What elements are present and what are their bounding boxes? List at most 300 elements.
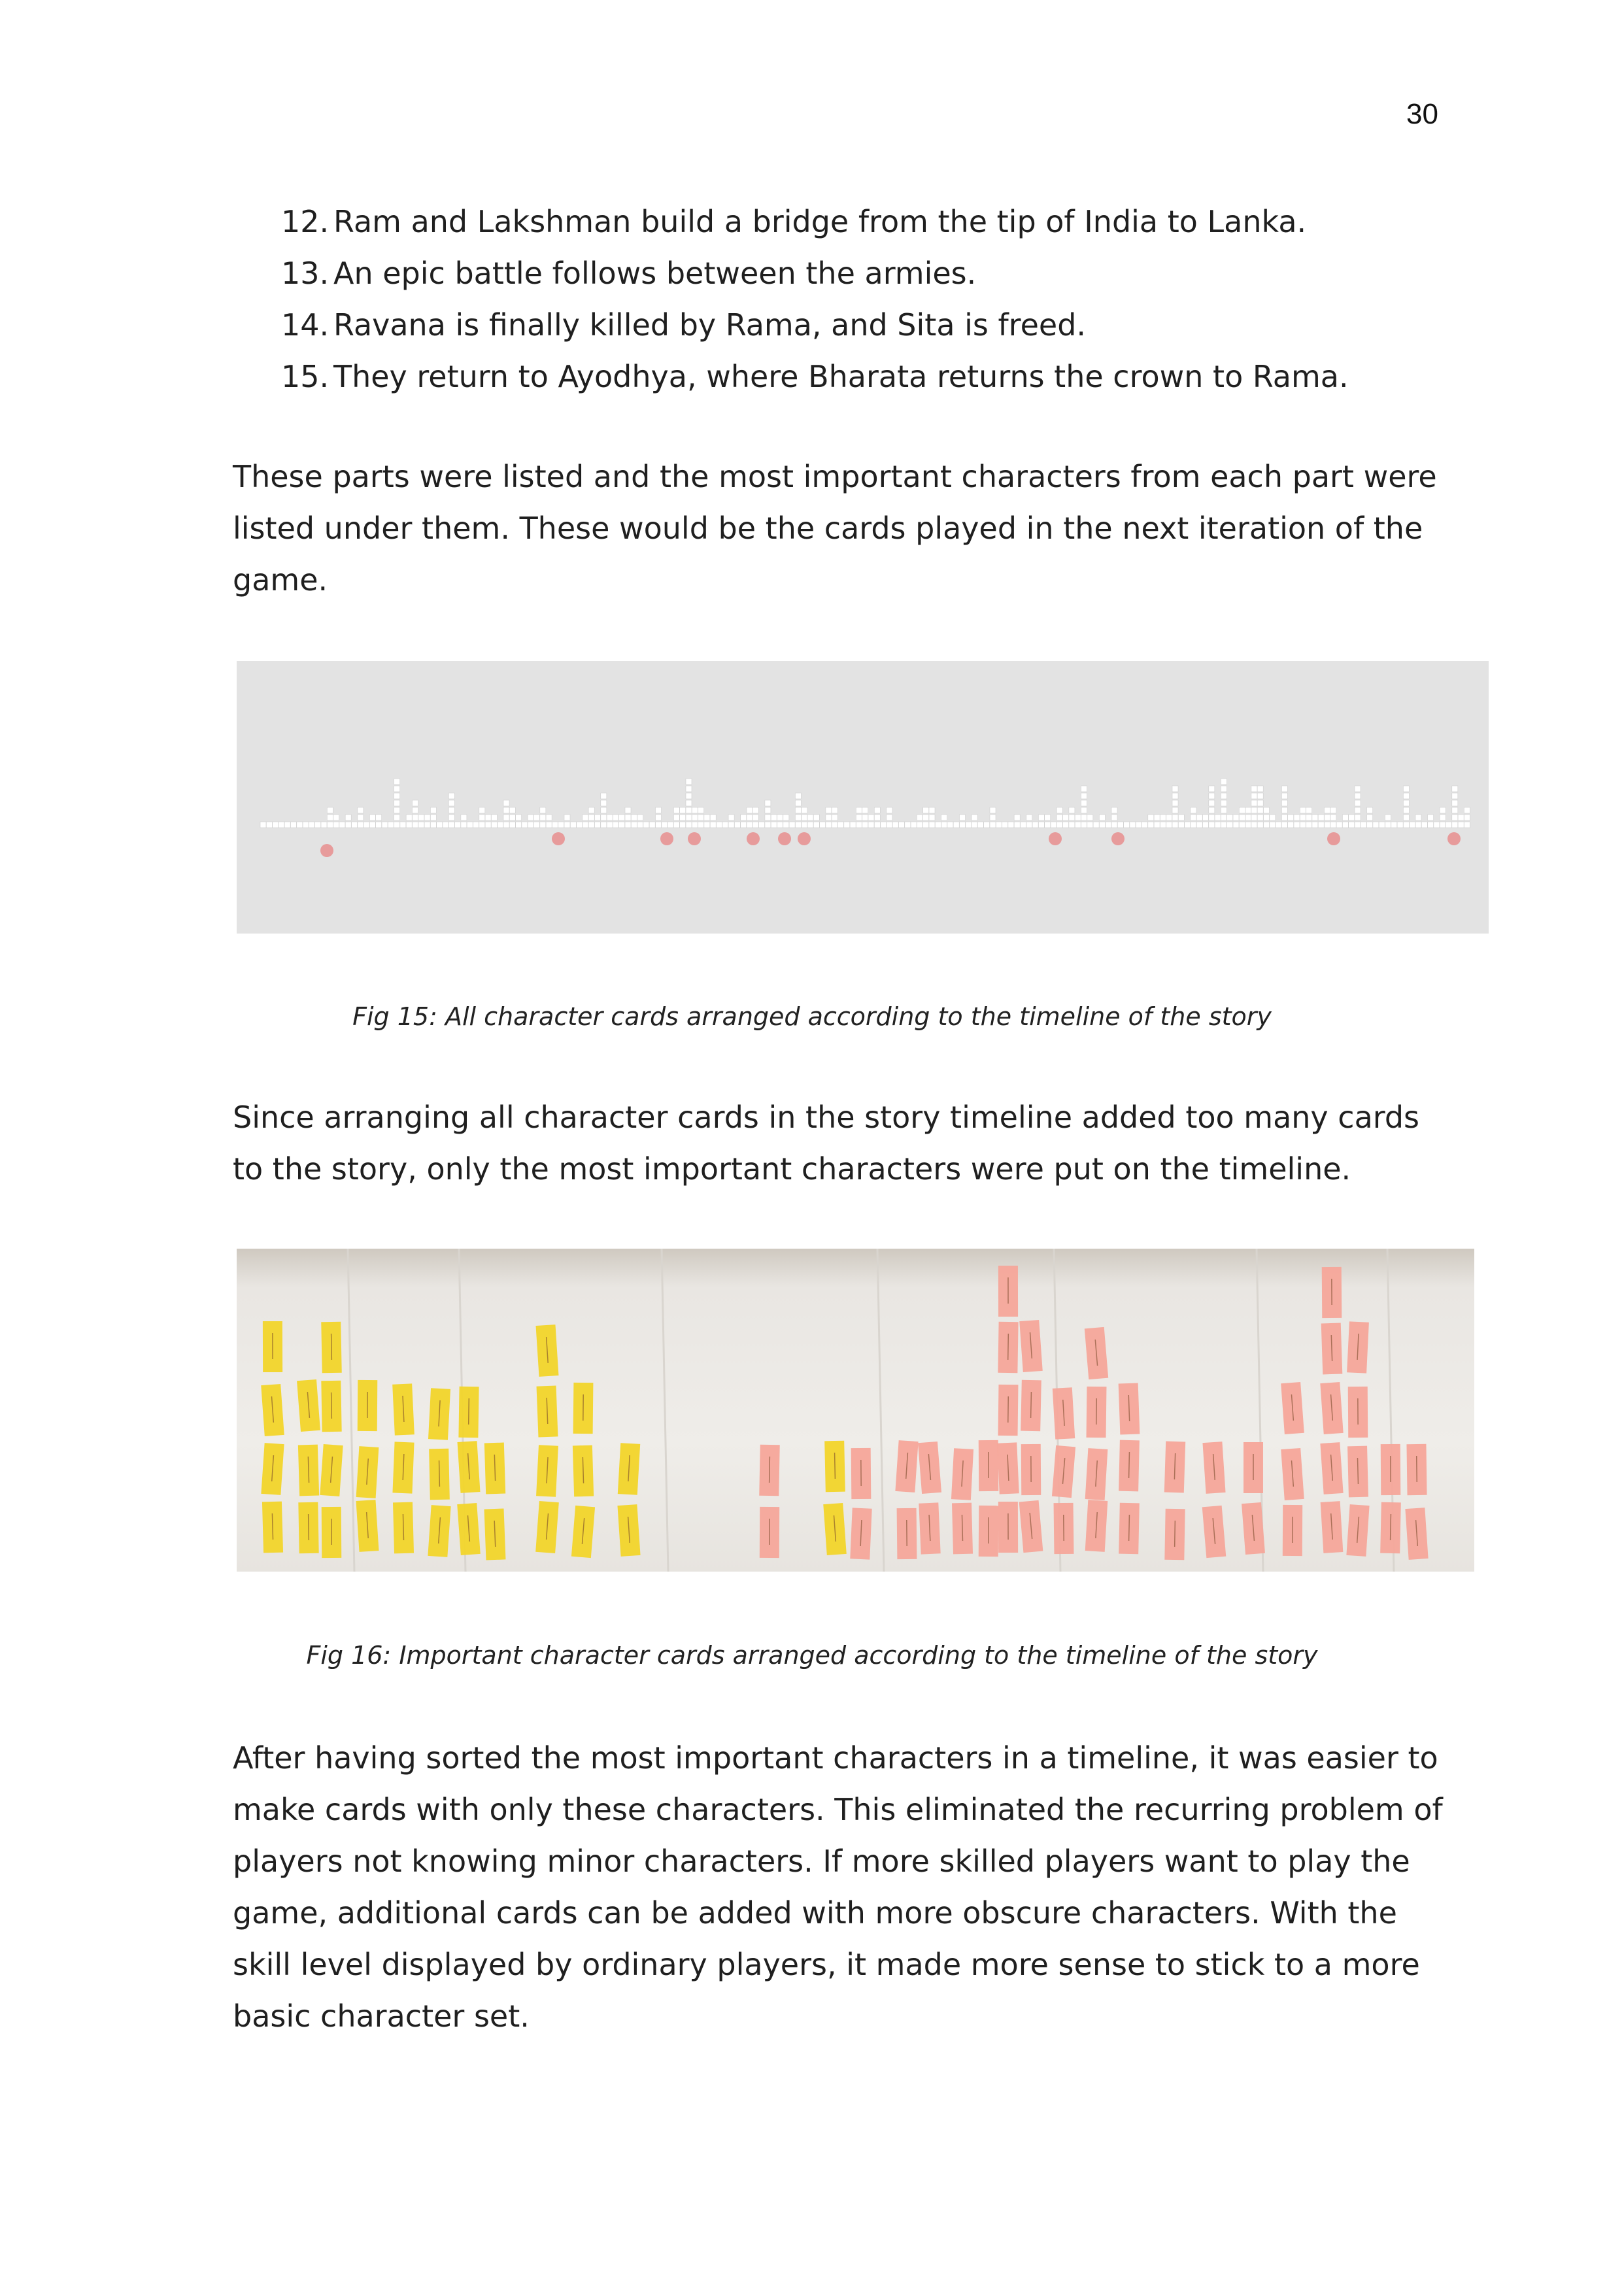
character-card bbox=[601, 807, 607, 813]
character-card bbox=[455, 822, 461, 828]
character-card bbox=[260, 822, 266, 828]
character-card bbox=[1087, 815, 1093, 820]
character-card bbox=[1355, 807, 1361, 813]
character-card bbox=[1178, 815, 1184, 820]
character-card bbox=[1294, 815, 1300, 820]
character-card bbox=[394, 815, 400, 820]
character-card bbox=[1458, 815, 1464, 820]
character-card bbox=[1209, 822, 1215, 828]
list-item bbox=[281, 299, 1349, 351]
character-card bbox=[929, 822, 935, 828]
character-card bbox=[1239, 822, 1245, 828]
note-handwriting bbox=[439, 1460, 440, 1487]
character-card bbox=[1446, 822, 1452, 828]
character-card bbox=[333, 815, 339, 820]
character-card bbox=[570, 822, 576, 828]
character-card bbox=[461, 815, 467, 820]
character-card bbox=[1440, 815, 1446, 820]
timeline-marker bbox=[1111, 832, 1125, 845]
character-card bbox=[850, 822, 856, 828]
character-card bbox=[977, 822, 983, 828]
character-card bbox=[1233, 815, 1239, 820]
character-card bbox=[291, 822, 297, 828]
character-card bbox=[1251, 822, 1257, 828]
character-card bbox=[802, 807, 807, 813]
character-card bbox=[1349, 815, 1355, 820]
paper-seam bbox=[348, 1249, 354, 1572]
character-card bbox=[1063, 822, 1069, 828]
character-card bbox=[1251, 786, 1257, 792]
character-card bbox=[1264, 815, 1270, 820]
character-card bbox=[448, 822, 454, 828]
character-card bbox=[960, 815, 966, 820]
character-card bbox=[1172, 793, 1178, 799]
character-card bbox=[327, 822, 333, 828]
character-card bbox=[376, 822, 382, 828]
character-card bbox=[826, 822, 832, 828]
character-card bbox=[540, 815, 546, 820]
character-card bbox=[418, 822, 424, 828]
character-card bbox=[327, 815, 333, 820]
character-card bbox=[1196, 822, 1202, 828]
list-item-text: An epic battle follows between the armies. bbox=[333, 256, 977, 291]
character-card bbox=[868, 815, 874, 820]
character-card bbox=[1221, 800, 1226, 806]
character-card bbox=[345, 822, 351, 828]
character-card bbox=[315, 822, 321, 828]
character-card bbox=[680, 807, 686, 813]
character-card bbox=[1081, 786, 1087, 792]
character-card bbox=[686, 793, 692, 799]
note-handwriting bbox=[1031, 1392, 1032, 1418]
character-card bbox=[1245, 822, 1251, 828]
note-handwriting bbox=[1008, 1334, 1009, 1360]
character-card bbox=[795, 800, 801, 806]
character-card bbox=[503, 822, 509, 828]
character-card bbox=[564, 822, 570, 828]
character-card bbox=[1069, 822, 1075, 828]
character-card bbox=[479, 815, 485, 820]
character-card bbox=[369, 815, 375, 820]
character-card bbox=[394, 779, 400, 784]
character-card bbox=[1410, 822, 1415, 828]
character-card bbox=[637, 815, 643, 820]
character-card bbox=[1325, 807, 1330, 813]
character-card bbox=[1136, 822, 1142, 828]
character-card bbox=[1111, 807, 1117, 813]
character-card bbox=[1032, 822, 1038, 828]
character-card bbox=[631, 822, 637, 828]
character-card bbox=[1428, 815, 1434, 820]
character-card bbox=[692, 815, 698, 820]
character-card bbox=[1281, 800, 1287, 806]
character-card bbox=[996, 822, 1002, 828]
character-card bbox=[625, 815, 631, 820]
character-card bbox=[588, 822, 594, 828]
character-card bbox=[1227, 822, 1233, 828]
character-card bbox=[522, 822, 528, 828]
character-card bbox=[765, 815, 771, 820]
character-card bbox=[491, 815, 497, 820]
character-card bbox=[1191, 822, 1196, 828]
character-card bbox=[656, 815, 662, 820]
character-card bbox=[698, 815, 704, 820]
timeline-marker bbox=[747, 832, 760, 845]
character-card bbox=[1081, 815, 1087, 820]
timeline-marker bbox=[1447, 832, 1461, 845]
character-card bbox=[1130, 822, 1136, 828]
character-card bbox=[1209, 793, 1215, 799]
character-card bbox=[1403, 786, 1409, 792]
character-card bbox=[947, 822, 953, 828]
character-card bbox=[656, 807, 662, 813]
character-card bbox=[673, 822, 679, 828]
character-card bbox=[917, 815, 922, 820]
character-card bbox=[686, 800, 692, 806]
list-item-text: Ram and Lakshman build a bridge from the tip of India to Lanka. bbox=[333, 204, 1307, 239]
list-item-number: 15. bbox=[281, 359, 330, 394]
character-card bbox=[1251, 800, 1257, 806]
character-card bbox=[1342, 822, 1348, 828]
character-card bbox=[710, 815, 716, 820]
character-card bbox=[1215, 815, 1221, 820]
character-card bbox=[625, 807, 631, 813]
character-card bbox=[1257, 815, 1263, 820]
character-card bbox=[406, 815, 412, 820]
character-card bbox=[1221, 779, 1226, 784]
character-card bbox=[826, 807, 832, 813]
character-card bbox=[1349, 822, 1355, 828]
character-card bbox=[990, 822, 996, 828]
character-card bbox=[759, 822, 765, 828]
character-card bbox=[1403, 822, 1409, 828]
character-card bbox=[1361, 822, 1366, 828]
character-card bbox=[1281, 786, 1287, 792]
character-card bbox=[728, 815, 734, 820]
character-card bbox=[698, 822, 704, 828]
character-card bbox=[1355, 815, 1361, 820]
character-card bbox=[960, 822, 966, 828]
character-card bbox=[503, 800, 509, 806]
character-card bbox=[1306, 815, 1312, 820]
character-card bbox=[1251, 815, 1257, 820]
character-card bbox=[1014, 822, 1020, 828]
note-handwriting bbox=[331, 1392, 332, 1419]
timeline-marker bbox=[1327, 832, 1340, 845]
figure-all-cards-timeline bbox=[237, 661, 1489, 934]
character-card bbox=[1172, 786, 1178, 792]
timeline-marker bbox=[1049, 832, 1062, 845]
character-card bbox=[1251, 807, 1257, 813]
character-card bbox=[552, 822, 558, 828]
character-card bbox=[856, 822, 862, 828]
character-card bbox=[321, 822, 327, 828]
character-card bbox=[1142, 822, 1148, 828]
timeline-marker bbox=[688, 832, 701, 845]
character-card bbox=[1330, 822, 1336, 828]
character-card bbox=[509, 815, 515, 820]
character-card bbox=[503, 807, 509, 813]
character-card bbox=[874, 815, 880, 820]
character-card bbox=[461, 822, 467, 828]
character-card bbox=[333, 822, 339, 828]
character-card bbox=[1081, 800, 1087, 806]
body-paragraph-3: After having sorted the most important characters in a timeline, it was easier to make cards with only these characters. This eliminated the recurring problem of players not knowing minor characters. If more skilled players want to play the game, additional cards can be added with more obscure characters. With the skill level displayed by ordinary players, it made more sense to stick to a more basic character set. bbox=[233, 1740, 1443, 2034]
character-card bbox=[990, 815, 996, 820]
character-card bbox=[266, 822, 272, 828]
character-card bbox=[777, 822, 783, 828]
character-card bbox=[662, 822, 668, 828]
character-card bbox=[1008, 822, 1014, 828]
character-card bbox=[795, 815, 801, 820]
character-card bbox=[1093, 822, 1099, 828]
character-card bbox=[540, 822, 546, 828]
character-card bbox=[1385, 822, 1391, 828]
character-card bbox=[1355, 822, 1361, 828]
character-card bbox=[1330, 807, 1336, 813]
character-card bbox=[1440, 807, 1446, 813]
character-card bbox=[929, 807, 935, 813]
character-card bbox=[424, 822, 430, 828]
character-card bbox=[1452, 786, 1458, 792]
character-card bbox=[1428, 822, 1434, 828]
list-item-number: 12. bbox=[281, 204, 330, 239]
character-card bbox=[1221, 793, 1226, 799]
character-card bbox=[692, 807, 698, 813]
character-card bbox=[881, 822, 887, 828]
character-card bbox=[443, 822, 448, 828]
character-card bbox=[1154, 822, 1160, 828]
character-card bbox=[911, 822, 917, 828]
character-card bbox=[1057, 822, 1062, 828]
character-card bbox=[1281, 822, 1287, 828]
character-card bbox=[753, 807, 758, 813]
character-card bbox=[498, 822, 503, 828]
list-item-number: 13. bbox=[281, 256, 330, 291]
character-card bbox=[704, 822, 710, 828]
character-card bbox=[1245, 807, 1251, 813]
character-card bbox=[607, 815, 613, 820]
note-handwriting bbox=[1129, 1452, 1130, 1478]
character-card bbox=[1300, 815, 1306, 820]
character-card bbox=[430, 807, 436, 813]
character-card bbox=[376, 815, 382, 820]
character-card bbox=[941, 815, 947, 820]
character-card bbox=[1191, 815, 1196, 820]
character-card bbox=[595, 815, 601, 820]
character-card bbox=[741, 822, 747, 828]
character-card bbox=[1154, 815, 1160, 820]
character-card bbox=[358, 815, 364, 820]
character-card bbox=[1270, 822, 1276, 828]
character-card bbox=[680, 815, 686, 820]
character-card bbox=[923, 807, 929, 813]
character-card bbox=[358, 822, 364, 828]
character-card bbox=[613, 822, 618, 828]
character-card bbox=[1403, 815, 1409, 820]
character-card bbox=[1038, 815, 1044, 820]
list-item bbox=[281, 196, 1349, 248]
character-card bbox=[899, 822, 905, 828]
character-card bbox=[990, 807, 996, 813]
character-card bbox=[424, 815, 430, 820]
character-card bbox=[297, 822, 303, 828]
character-card bbox=[966, 822, 972, 828]
character-card bbox=[1166, 822, 1172, 828]
character-card bbox=[1458, 822, 1464, 828]
character-card bbox=[941, 822, 947, 828]
character-card bbox=[1257, 786, 1263, 792]
character-card bbox=[577, 822, 583, 828]
character-card bbox=[1306, 807, 1312, 813]
character-card bbox=[558, 822, 564, 828]
sticky-notes-photo-graphic bbox=[237, 1249, 1474, 1572]
character-card bbox=[509, 807, 515, 813]
character-card bbox=[388, 822, 394, 828]
character-card bbox=[546, 822, 552, 828]
body-paragraph-2: Since arranging all character cards in the story timeline added too many cards to the story, only the most important characters were put on the timeline. bbox=[233, 1100, 1420, 1187]
character-card bbox=[783, 815, 789, 820]
character-card bbox=[1069, 815, 1075, 820]
character-card bbox=[1300, 807, 1306, 813]
character-card bbox=[1117, 822, 1123, 828]
character-card bbox=[430, 815, 436, 820]
character-card bbox=[1106, 822, 1111, 828]
character-card bbox=[1148, 822, 1154, 828]
character-card bbox=[734, 822, 740, 828]
character-card bbox=[1221, 822, 1226, 828]
character-card bbox=[771, 815, 777, 820]
character-card bbox=[1099, 815, 1105, 820]
character-card bbox=[485, 815, 491, 820]
character-card bbox=[601, 822, 607, 828]
character-card bbox=[637, 822, 643, 828]
character-card bbox=[892, 822, 898, 828]
character-card bbox=[972, 822, 977, 828]
body-paragraph-1: These parts were listed and the most important characters from each part were listed under them. These would be the cards played in the next iteration of the game. bbox=[233, 459, 1437, 598]
character-card bbox=[1325, 815, 1330, 820]
character-card bbox=[813, 822, 819, 828]
character-card bbox=[795, 822, 801, 828]
character-card bbox=[509, 822, 515, 828]
character-card bbox=[273, 822, 279, 828]
character-card bbox=[771, 822, 777, 828]
character-card bbox=[856, 815, 862, 820]
character-card bbox=[1257, 822, 1263, 828]
character-card bbox=[838, 822, 844, 828]
character-card bbox=[1367, 807, 1373, 813]
character-card bbox=[1421, 822, 1427, 828]
character-card bbox=[369, 822, 375, 828]
character-card bbox=[448, 807, 454, 813]
character-card bbox=[1464, 822, 1470, 828]
character-card bbox=[1288, 815, 1294, 820]
character-card bbox=[327, 807, 333, 813]
character-card bbox=[656, 822, 662, 828]
list-item-number: 14. bbox=[281, 307, 330, 343]
character-card bbox=[588, 815, 594, 820]
character-card bbox=[643, 822, 649, 828]
character-card bbox=[1415, 822, 1421, 828]
character-card bbox=[765, 822, 771, 828]
character-card bbox=[917, 822, 922, 828]
character-card bbox=[1294, 822, 1300, 828]
character-card bbox=[1203, 815, 1209, 820]
character-card bbox=[1397, 822, 1403, 828]
character-card bbox=[1148, 815, 1154, 820]
character-card bbox=[1318, 822, 1324, 828]
character-card bbox=[284, 822, 290, 828]
character-card bbox=[1081, 807, 1087, 813]
character-card bbox=[631, 815, 637, 820]
list-item-text: They return to Ayodhya, where Bharata returns the crown to Rama. bbox=[333, 359, 1349, 394]
character-card bbox=[1379, 822, 1385, 828]
character-card bbox=[1403, 800, 1409, 806]
character-card bbox=[394, 807, 400, 813]
character-card bbox=[1355, 800, 1361, 806]
character-card bbox=[862, 807, 868, 813]
character-card bbox=[1245, 815, 1251, 820]
character-card bbox=[686, 815, 692, 820]
character-card bbox=[1257, 800, 1263, 806]
character-card bbox=[1233, 822, 1239, 828]
character-card bbox=[601, 800, 607, 806]
character-card bbox=[1367, 815, 1373, 820]
character-card bbox=[406, 822, 412, 828]
character-card bbox=[1318, 815, 1324, 820]
character-card bbox=[1002, 822, 1008, 828]
character-card bbox=[479, 807, 485, 813]
character-card bbox=[1306, 822, 1312, 828]
character-card bbox=[783, 822, 789, 828]
character-card bbox=[832, 807, 837, 813]
timeline-marker bbox=[552, 832, 565, 845]
timeline-marker bbox=[320, 844, 333, 857]
character-card bbox=[686, 807, 692, 813]
character-card bbox=[1415, 815, 1421, 820]
character-card bbox=[1196, 815, 1202, 820]
character-card bbox=[1355, 793, 1361, 799]
character-card bbox=[1312, 822, 1318, 828]
character-card bbox=[358, 807, 364, 813]
character-card bbox=[1166, 815, 1172, 820]
character-card bbox=[1227, 815, 1233, 820]
character-card bbox=[1215, 822, 1221, 828]
character-card bbox=[765, 800, 771, 806]
character-card bbox=[1221, 786, 1226, 792]
character-card bbox=[905, 822, 911, 828]
note-handwriting bbox=[1357, 1458, 1358, 1484]
paper-seam bbox=[662, 1249, 668, 1572]
character-card bbox=[1185, 822, 1191, 828]
character-card bbox=[686, 822, 692, 828]
character-card bbox=[413, 822, 418, 828]
figure-16-caption: Fig 16: Important character cards arranged according to the timeline of the story bbox=[306, 1641, 1318, 1670]
character-card bbox=[448, 800, 454, 806]
character-card bbox=[503, 815, 509, 820]
timeline-marker bbox=[660, 832, 673, 845]
character-card bbox=[813, 815, 819, 820]
character-card bbox=[1330, 815, 1336, 820]
character-card bbox=[668, 822, 673, 828]
character-card bbox=[649, 822, 655, 828]
character-card bbox=[430, 822, 436, 828]
character-card bbox=[1373, 822, 1379, 828]
character-card bbox=[1045, 822, 1051, 828]
character-card bbox=[607, 822, 613, 828]
character-card bbox=[546, 815, 552, 820]
character-card bbox=[673, 815, 679, 820]
